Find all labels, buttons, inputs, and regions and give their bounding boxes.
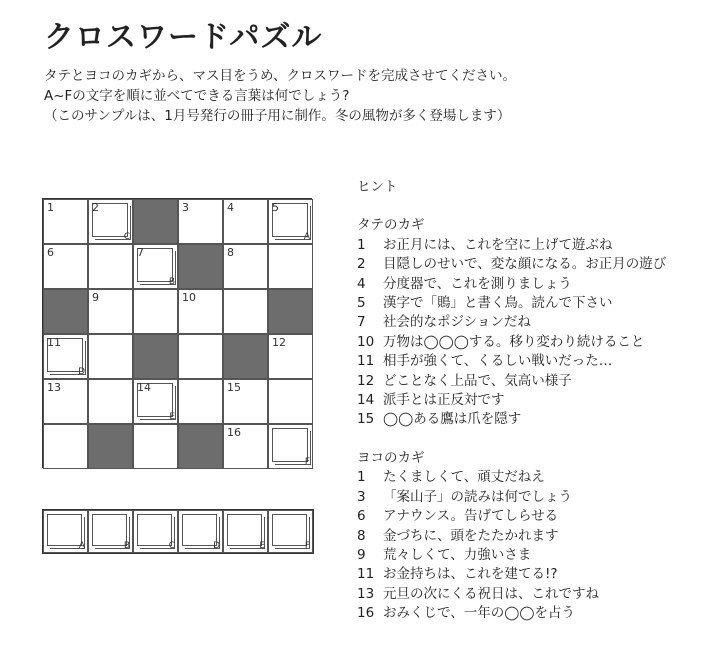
cell-number: 15	[227, 381, 241, 394]
clue-text: 相手が強くて、くるしい戦いだった…	[383, 353, 613, 370]
clue-number: 5	[357, 295, 366, 312]
cell-number: 1	[47, 201, 54, 214]
clue-item	[357, 372, 717, 391]
clue-number: 9	[357, 546, 366, 563]
answer-cell[interactable]	[133, 510, 178, 553]
clue-text: 派手とは正反対です	[383, 392, 505, 409]
clue-item	[357, 410, 717, 429]
hints-panel	[357, 178, 717, 624]
clue-item	[357, 333, 717, 352]
cell-number: 16	[227, 426, 241, 439]
clue-text: 金づちに、頭をたたかれます	[383, 527, 559, 544]
answer-cell[interactable]	[178, 510, 223, 553]
cell-number: 7	[137, 246, 144, 259]
grid-cell[interactable]	[178, 289, 223, 334]
cell-number: 10	[182, 291, 196, 304]
black-cell	[223, 334, 268, 379]
cell-number: 14	[137, 381, 151, 394]
instructions	[44, 66, 516, 126]
mark-letter: E	[169, 412, 175, 422]
answer-cell[interactable]	[88, 510, 133, 553]
clue-text: 万物は◯◯◯する。移り変わり続けること	[383, 333, 645, 350]
clue-number: 13	[357, 585, 375, 602]
clue-number: 11	[357, 566, 375, 583]
clue-number: 14	[357, 392, 375, 409]
clue-number: 10	[357, 333, 375, 350]
instruction-line: （このサンプルは、1月号発行の冊子用に制作。冬の風物が多く登場します）	[44, 108, 511, 124]
grid-cell[interactable]	[133, 424, 178, 469]
clue-number: 16	[357, 605, 375, 622]
clue-text: たくましくて、頑丈だねえ	[383, 469, 545, 486]
clue-number: 6	[357, 508, 366, 525]
grid-cell[interactable]	[88, 379, 133, 424]
clue-number: 15	[357, 411, 375, 428]
mark-letter: D	[78, 367, 85, 377]
cell-number: 4	[227, 201, 234, 214]
clue-text: 元旦の次にくる祝日は、これですね	[383, 585, 599, 602]
yoko-heading: ヨコのカギ	[357, 449, 425, 466]
grid-cell[interactable]	[133, 379, 178, 424]
marked-square	[92, 514, 127, 546]
grid-cell[interactable]	[133, 289, 178, 334]
marked-square	[272, 514, 307, 546]
clue-item	[357, 391, 717, 410]
mark-letter: A	[303, 232, 310, 242]
clue-text: 社会的なポジションだね	[383, 314, 531, 331]
crossword-grid	[42, 198, 312, 468]
clue-text: ◯◯ある鷹は爪を隠す	[383, 411, 522, 428]
clue-item	[357, 565, 717, 584]
grid-cell[interactable]	[43, 379, 88, 424]
clue-item	[357, 585, 717, 604]
answer-cell[interactable]	[268, 510, 313, 553]
clue-item	[357, 352, 717, 371]
grid-cell[interactable]	[268, 334, 313, 379]
cell-number: 5	[272, 201, 279, 214]
cell-number: 13	[47, 381, 61, 394]
mark-letter: C	[123, 232, 130, 242]
grid-cell[interactable]	[223, 244, 268, 289]
mark-letter: F	[304, 457, 310, 467]
black-cell	[178, 424, 223, 469]
marked-square	[227, 514, 262, 546]
answer-cell[interactable]	[43, 510, 88, 553]
marked-square	[272, 428, 308, 462]
clue-item	[357, 294, 717, 313]
grid-cell[interactable]	[223, 424, 268, 469]
cell-number: 3	[182, 201, 189, 214]
clue-item	[357, 604, 717, 623]
cell-number: 6	[47, 246, 54, 259]
clue-text: 「案山子」の読みは何でしょう	[383, 488, 572, 505]
tate-heading: タテのカギ	[357, 217, 425, 234]
clue-item	[357, 527, 717, 546]
grid-cell[interactable]	[133, 244, 178, 289]
clue-text: お金持ちは、これを建てる!?	[383, 566, 558, 583]
mark-letter: B	[168, 277, 175, 287]
grid-cell[interactable]	[88, 289, 133, 334]
grid-cell[interactable]	[268, 424, 313, 469]
clue-item	[357, 507, 717, 526]
clue-text: 目隠しのせいで、変な顔になる。お正月の遊び	[383, 256, 667, 273]
grid-cell[interactable]	[43, 334, 88, 379]
clue-text: どことなく上品で、気高い様子	[383, 372, 572, 389]
black-cell	[178, 244, 223, 289]
page-title: クロスワードパズル	[44, 20, 323, 55]
marked-square	[137, 514, 172, 546]
grid-cell[interactable]	[268, 244, 313, 289]
grid-cell[interactable]	[43, 424, 88, 469]
black-cell	[88, 424, 133, 469]
marked-square	[47, 514, 82, 546]
marked-square	[182, 514, 217, 546]
answer-letter: A	[78, 541, 85, 551]
answer-letter: F	[304, 541, 310, 551]
clue-number: 7	[357, 314, 366, 331]
black-cell	[43, 289, 88, 334]
clue-number: 2	[357, 256, 366, 273]
clue-number: 12	[357, 372, 375, 389]
black-cell	[268, 289, 313, 334]
cell-number: 2	[92, 201, 99, 214]
grid-cell[interactable]	[223, 379, 268, 424]
grid-cell[interactable]	[43, 199, 88, 244]
yoko-clue-list	[357, 468, 717, 623]
cell-number: 12	[272, 336, 286, 349]
clue-text: 漢字で「鵙」と書く鳥。読んで下さい	[383, 295, 613, 312]
answer-cell[interactable]	[223, 510, 268, 553]
clue-item	[357, 275, 717, 294]
clue-item	[357, 313, 717, 332]
grid-cell[interactable]	[223, 199, 268, 244]
answer-boxes	[42, 509, 314, 554]
clue-number: 1	[357, 236, 366, 253]
answer-letter: C	[168, 541, 175, 551]
cell-number: 8	[227, 246, 234, 259]
instruction-line: タテとヨコのカギから、マス目をうめ、クロスワードを完成させてください。	[44, 68, 516, 84]
clue-text: アナウンス。告げてしらせる	[383, 508, 559, 525]
grid-cell[interactable]	[88, 199, 133, 244]
cell-number: 9	[92, 291, 99, 304]
clue-text: お正月には、これを空に上げて遊ぶね	[383, 236, 613, 253]
grid-cell[interactable]	[178, 379, 223, 424]
clue-item	[357, 236, 717, 255]
grid-cell[interactable]	[88, 244, 133, 289]
clue-number: 8	[357, 527, 366, 544]
tate-clue-list	[357, 236, 717, 430]
grid-cell[interactable]	[178, 334, 223, 379]
clue-item	[357, 546, 717, 565]
clue-item	[357, 468, 717, 487]
hints-heading: ヒント	[357, 179, 398, 195]
clue-number: 1	[357, 469, 366, 486]
clue-number: 4	[357, 275, 366, 292]
grid-cell[interactable]	[268, 199, 313, 244]
answer-letter: B	[123, 541, 130, 551]
clue-text: おみくじで、一年の◯◯を占う	[383, 605, 575, 622]
black-cell	[133, 199, 178, 244]
grid-cell[interactable]	[268, 379, 313, 424]
instruction-line: A~Fの文字を順に並べてできる言葉は何でしょう?	[44, 88, 350, 104]
answer-letter: E	[259, 541, 265, 551]
cell-number: 11	[47, 336, 61, 349]
grid-cell[interactable]	[178, 199, 223, 244]
grid-cell[interactable]	[223, 289, 268, 334]
clue-item	[357, 488, 717, 507]
answer-letter: D	[213, 541, 220, 551]
grid-cell[interactable]	[43, 244, 88, 289]
clue-number: 3	[357, 488, 366, 505]
clue-number: 11	[357, 353, 375, 370]
clue-item	[357, 255, 717, 274]
grid-cell[interactable]	[88, 334, 133, 379]
black-cell	[133, 334, 178, 379]
clue-text: 荒々しくて、力強いさま	[383, 546, 532, 563]
clue-text: 分度器で、これを測りましょう	[383, 275, 572, 292]
